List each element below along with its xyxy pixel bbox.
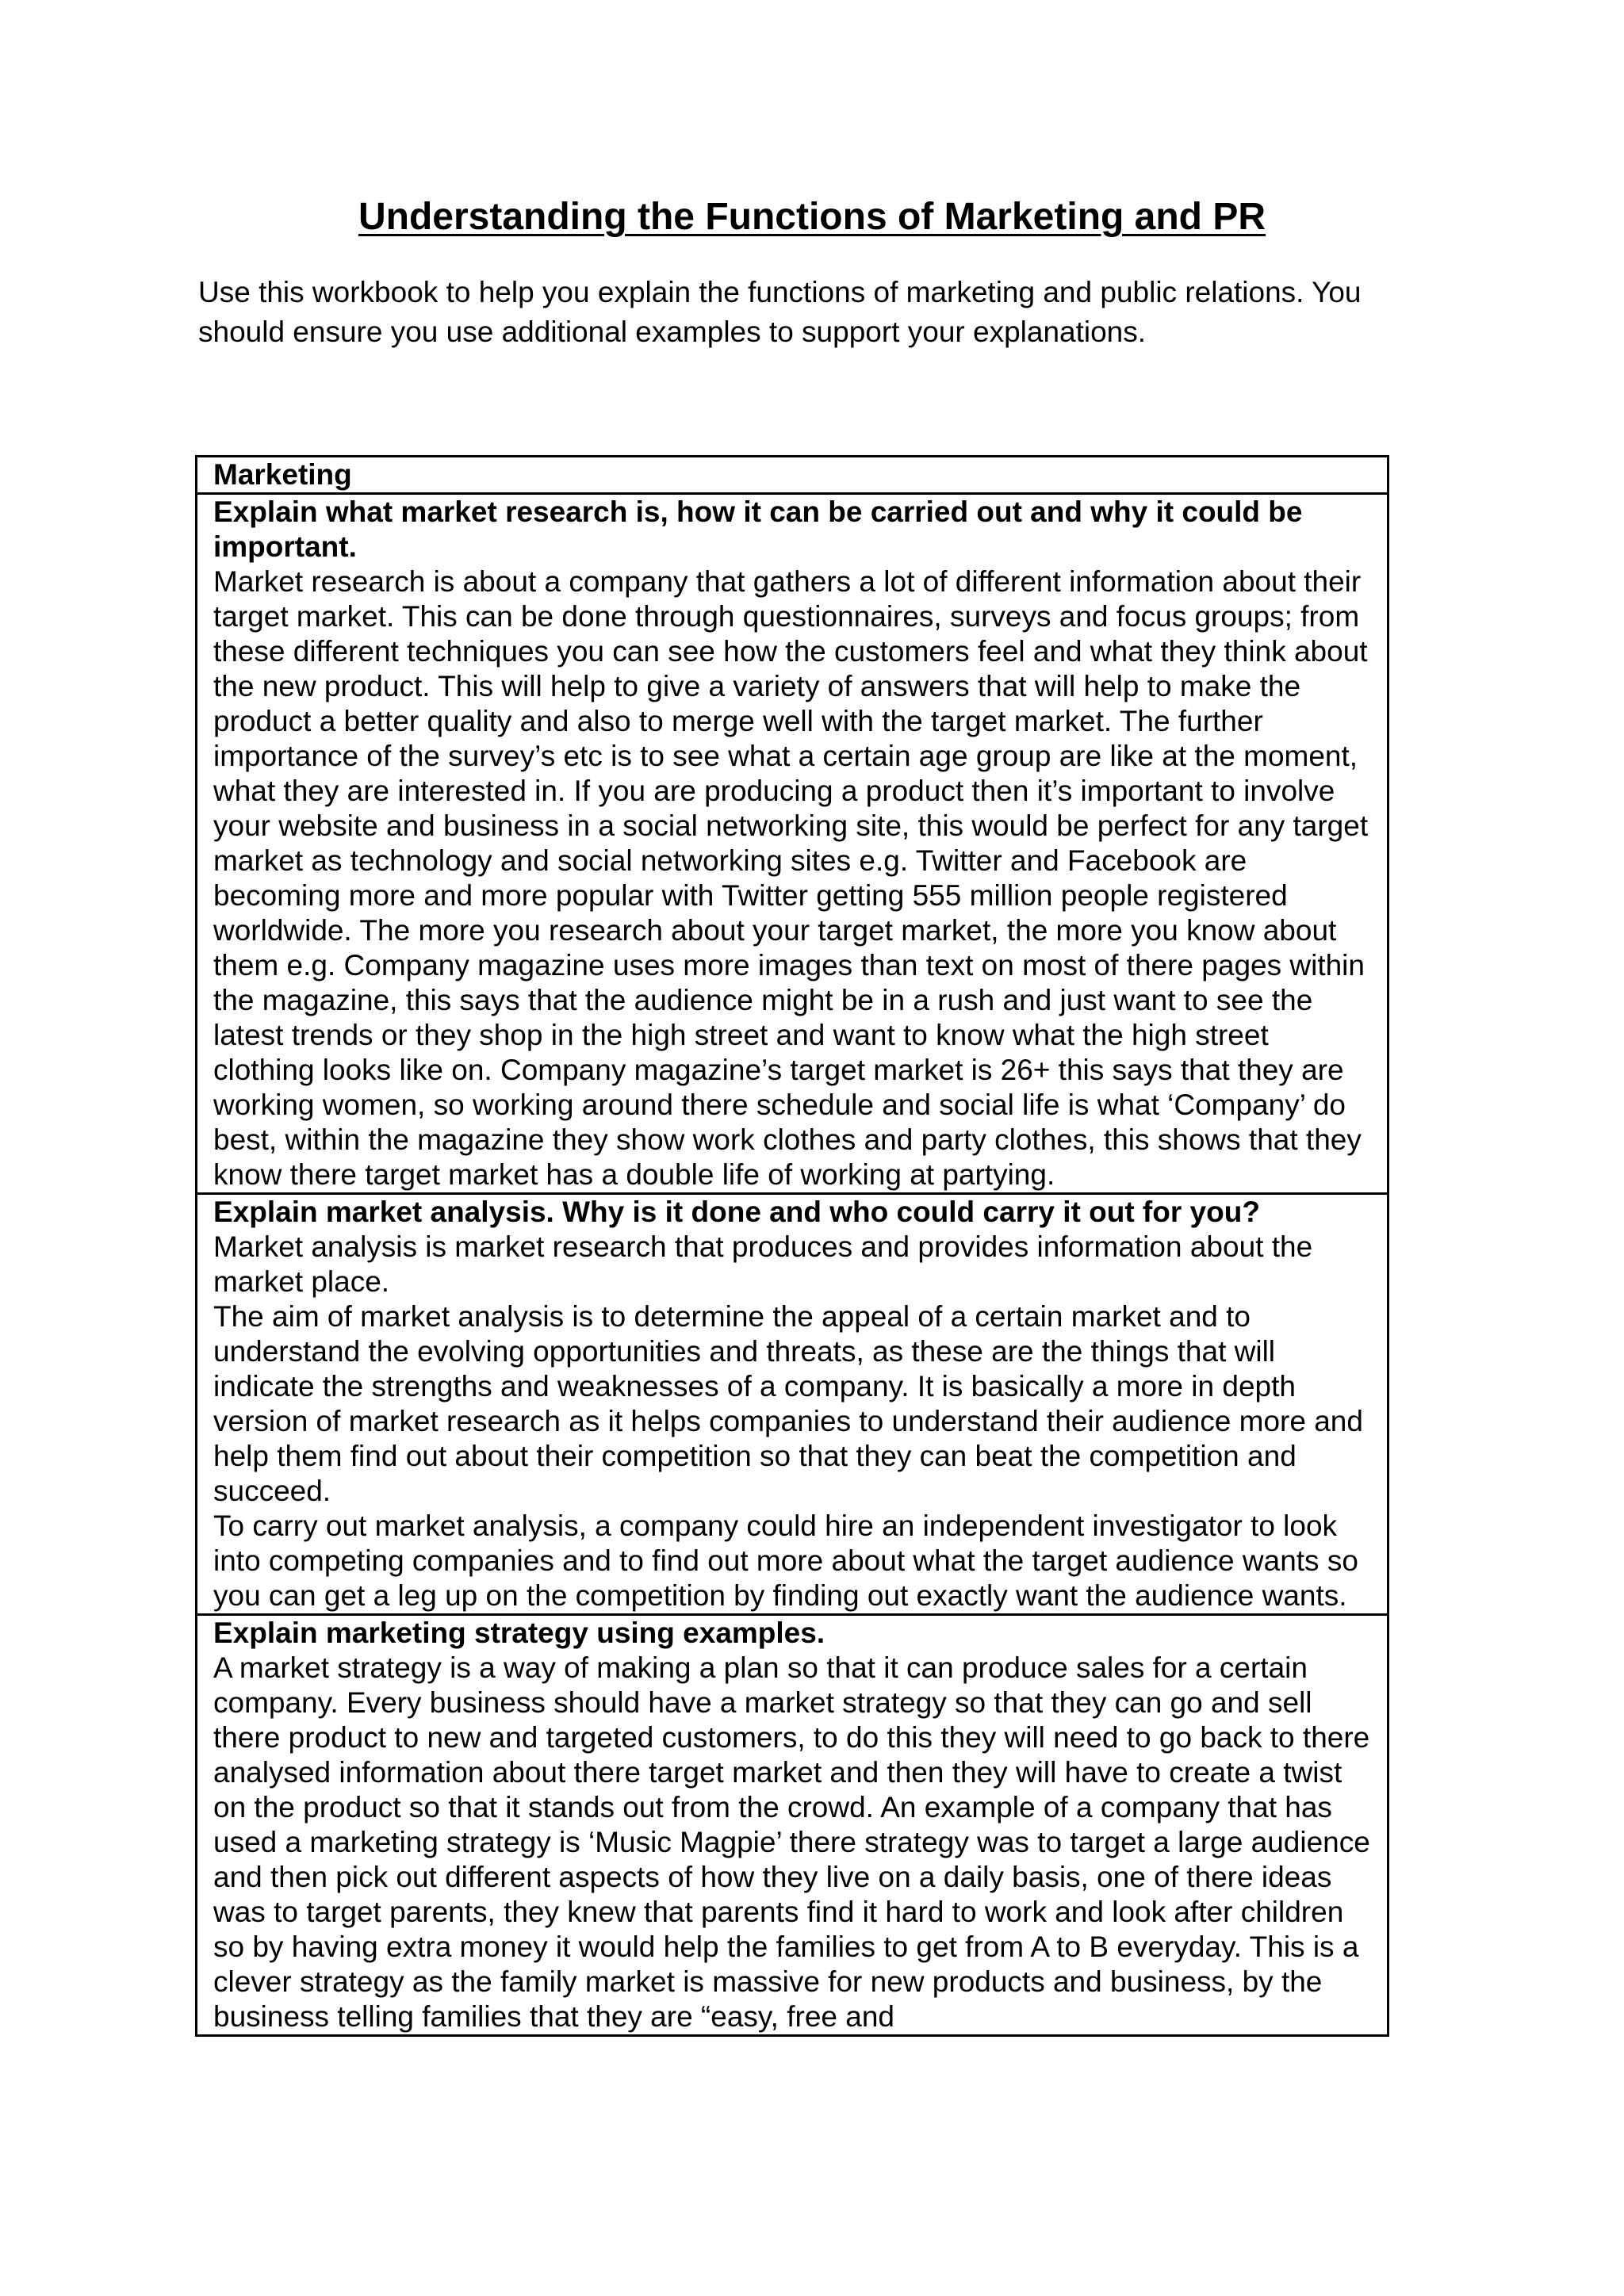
- section-marketing-strategy: [197, 1613, 1387, 2034]
- answer-paragraph: Market analysis is market research that produces and provides information about the market place.: [213, 1230, 1313, 1298]
- marketing-table: [195, 455, 1389, 2037]
- table-heading: Marketing: [213, 458, 352, 491]
- question-market-research: Explain what market research is, how it can be carried out and why it could be important.: [213, 496, 1303, 563]
- intro-paragraph: Use this workbook to help you explain the functions of marketing and public relations. You should ensure you use additional examples to support your explanations.: [198, 276, 1362, 348]
- question-market-analysis: Explain market analysis. Why is it done and who could carry it out for you?: [213, 1196, 1260, 1228]
- answer-paragraph: A market strategy is a way of making a plan so that it can produce sales for a certain company. Every business should have a market strategy so that they can go and sell there product to new and targeted customers, to do this they will need to go back to there analysed information about there target market and then they will have to create a twist on the product so that it stands out from the crowd. An example of a company that has used a marketing strategy is ‘Music Magpie’ there strategy was to target a large audience and then pick out different aspects of how they live on a daily basis, one of there ideas was to target parents, they knew that parents find it hard to work and look after children so by having extra money it would help the families to get from A to B everyday. This is a clever strategy as the family market is massive for new products and business, by the business telling families that they are “easy, free and: [213, 1651, 1370, 2033]
- document-title: Understanding the Functions of Marketing and PR: [358, 196, 1266, 238]
- section-market-research: [197, 492, 1387, 1192]
- answer-paragraph: Market research is about a company that gathers a lot of different information about their target market. This can be done through questionnaires, surveys and focus groups; from these different techniques you can see how the customers feel and what they think about the new product. This will help to give a variety of answers that will help to make the product a better quality and also to merge well with the target market. The further importance of the survey’s etc is to see what a certain age group are like at the moment, what they are interested in. If you are producing a product then it’s important to involve your website and business in a social networking site, this would be perfect for any target market as technology and social networking sites e.g. Twitter and Facebook are becoming more and more popular with Twitter getting 555 million people registered worldwide. The more you research about your target market, the more you know about them e.g. Company magazine uses more images than text on most of there pages within the magazine, this says that the audience might be in a rush and just want to see the latest trends or they shop in the high street and want to know what the high street clothing looks like on. Company magazine’s target market is 26+ this says that they are working women, so working around there schedule and social life is what ‘Company’ do best, within the magazine they show work clothes and party clothes, this shows that they know there target market has a double life of working at partying.: [213, 565, 1369, 1191]
- answer-paragraph: To carry out market analysis, a company could hire an independent investigator to look into competing companies and to find out more about what the target audience wants so you can get a leg up on the competition by finding out exactly want the audience wants.: [213, 1510, 1358, 1612]
- question-marketing-strategy: Explain marketing strategy using examples.: [213, 1617, 825, 1649]
- section-market-analysis: [197, 1192, 1387, 1613]
- answer-paragraph: The aim of market analysis is to determine the appeal of a certain market and to understand the evolving opportunities and threats, as these are the things that will indicate the strengths and weaknesses of a company. It is basically a more in depth version of market research as it helps companies to understand their audience more and help them find out about their competition so that they can beat the competition and succeed.: [213, 1300, 1363, 1507]
